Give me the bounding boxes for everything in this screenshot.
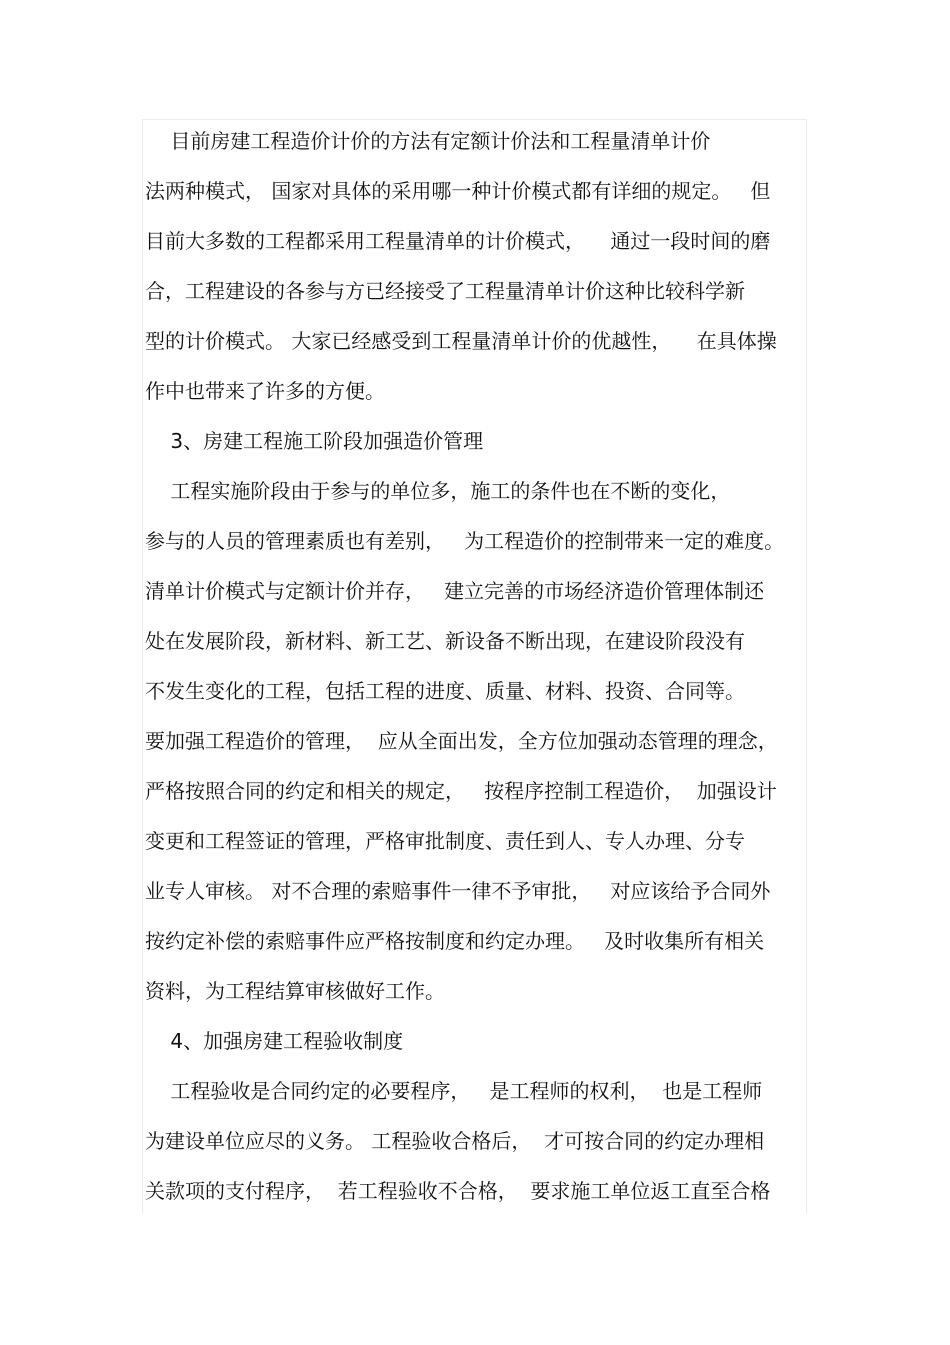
text-line: 资料，为工程结算审核做好工作。: [145, 979, 445, 1003]
text-line: 关款项的支付程序， 若工程验收不合格， 要求施工单位返工直至合格: [145, 1179, 771, 1203]
text-line: 严格按照合同的约定和相关的规定， 按程序控制工程造价， 加强设计: [145, 779, 777, 803]
text-line: 作中也带来了许多的方便。: [145, 379, 385, 403]
text-line: 型的计价模式。 大家已经感受到工程量清单计价的优越性， 在具体操: [145, 329, 777, 353]
text-line: 为建设单位应尽的义务。 工程验收合格后， 才可按合同的约定办理相: [145, 1129, 765, 1153]
text-line: 工程验收是合同约定的必要程序， 是工程师的权利， 也是工程师: [145, 1079, 763, 1103]
text-line: 合，工程建设的各参与方已经接受了工程量清单计价这种比较科学新: [145, 279, 745, 303]
text-line: 参与的人员的管理素质也有差别， 为工程造价的控制带来一定的难度。: [145, 529, 785, 553]
text-line: 业专人审核。 对不合理的索赔事件一律不予审批， 对应该给予合同外: [145, 879, 771, 903]
text-line: 不发生变化的工程，包括工程的进度、质量、材料、投资、合同等。: [145, 679, 745, 703]
text-line: 目前大多数的工程都采用工程量清单的计价模式， 通过一段时间的磨: [145, 229, 771, 253]
text-line: 目前房建工程造价计价的方法有定额计价法和工程量清单计价: [145, 129, 711, 153]
text-line: 要加强工程造价的管理， 应从全面出发，全方位加强动态管理的理念，: [145, 729, 778, 753]
text-line: 按约定补偿的索赔事件应严格按制度和约定办理。 及时收集所有相关: [145, 929, 765, 953]
text-line: 变更和工程签证的管理，严格审批制度、责任到人、专人办理、分专: [145, 829, 745, 853]
section-heading: 3、房建工程施工阶段加强造价管理: [145, 429, 484, 453]
text-line: 清单计价模式与定额计价并存， 建立完善的市场经济造价管理体制还: [145, 579, 765, 603]
text-line: 工程实施阶段由于参与的单位多，施工的条件也在不断的变化，: [145, 479, 731, 503]
text-line: 法两种模式， 国家对具体的采用哪一种计价模式都有详细的规定。 但: [145, 179, 771, 203]
text-line: 处在发展阶段，新材料、新工艺、新设备不断出现，在建设阶段没有: [145, 629, 745, 653]
section-heading: 4、加强房建工程验收制度: [145, 1029, 404, 1053]
